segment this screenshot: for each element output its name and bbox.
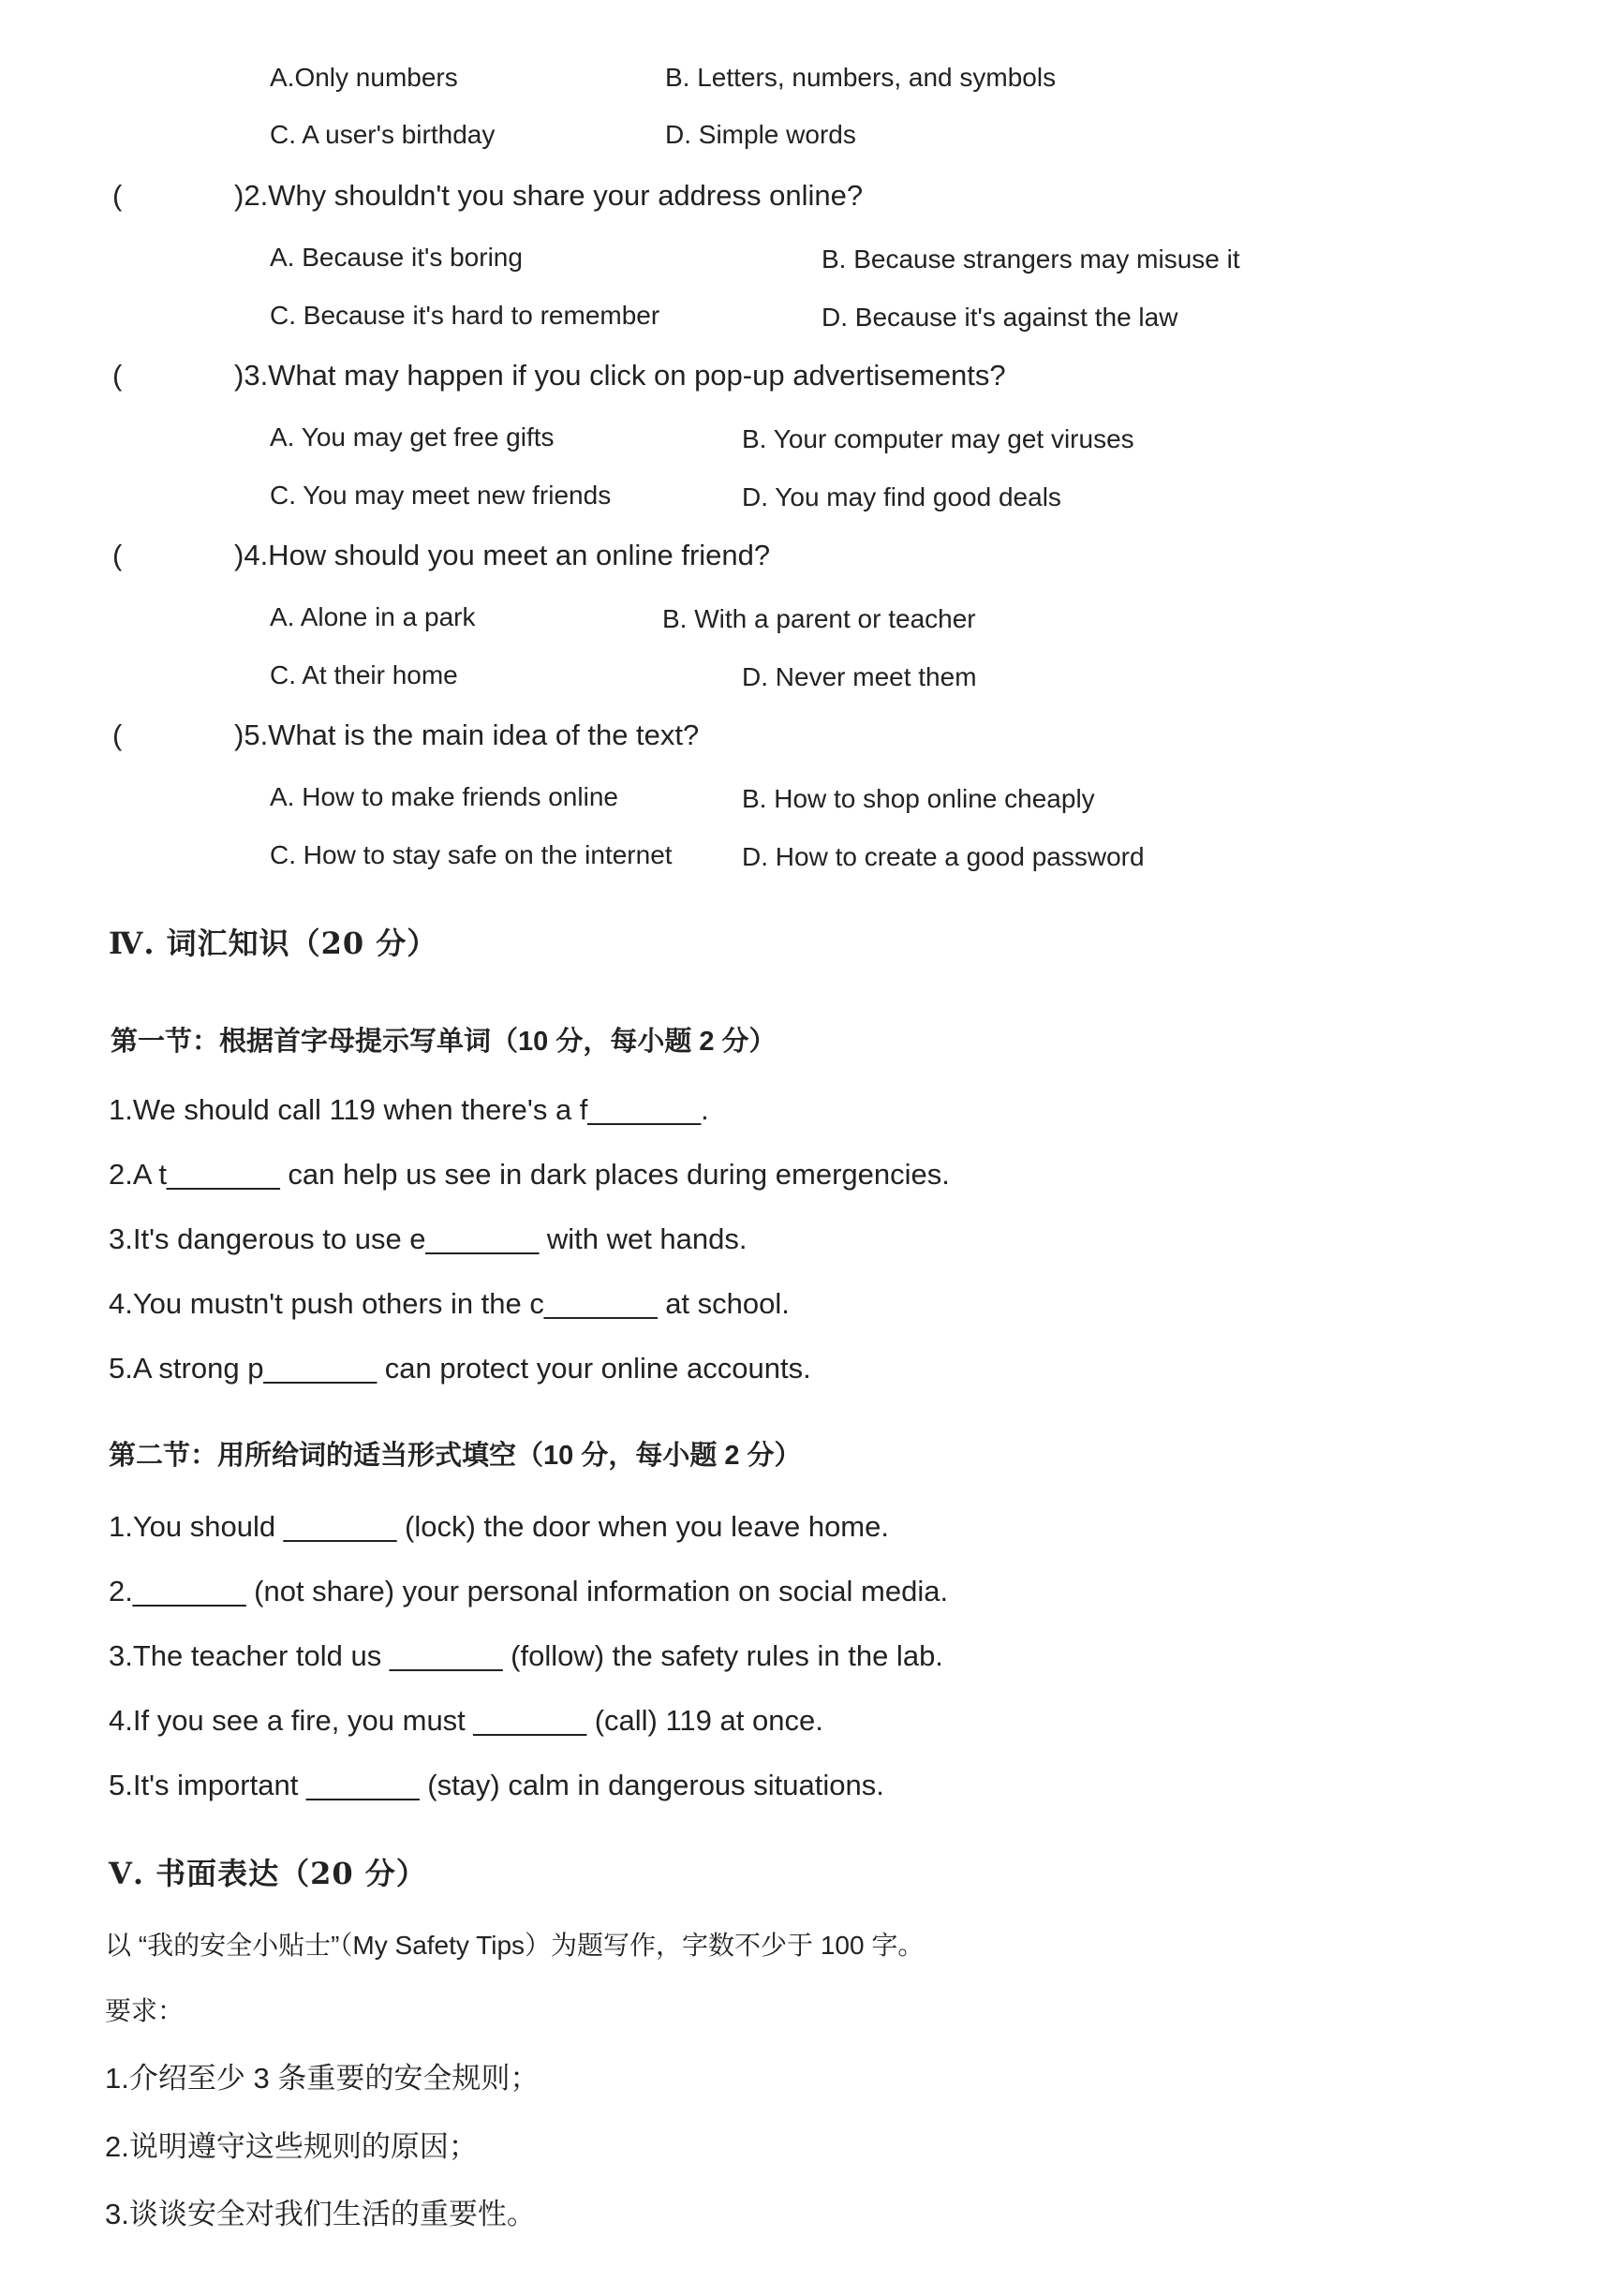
requirement-item: 3.谈谈安全对我们生活的重要性。: [105, 2198, 536, 2230]
section-heading-vocabulary: Ⅳ. 词汇知识（20 分）: [109, 926, 438, 961]
option-c: C. Because it's hard to remember: [270, 301, 660, 330]
option-d: D. You may find good deals: [742, 482, 1061, 511]
option-c: C. At their home: [270, 660, 458, 689]
part-heading-first-letter: 第一节：根据首字母提示写单词（10 分，每小题 2 分）: [111, 1027, 777, 1057]
question-stem: )3.What may happen if you click on pop-up advertisements?: [234, 359, 1006, 392]
section-heading-writing: Ⅴ. 书面表达（20 分）: [109, 1856, 427, 1891]
option-a: A. Alone in a park: [270, 602, 476, 631]
q1-option-b: B. Letters, numbers, and symbols: [665, 63, 1057, 92]
answer-bracket: (: [112, 539, 123, 571]
fill-item: 2.A t_______ can help us see in dark places during emergencies.: [109, 1158, 950, 1191]
option-a: A. You may get free gifts: [270, 422, 555, 452]
option-b: B. Because strangers may misuse it: [822, 244, 1240, 274]
question-stem: )4.How should you meet an online friend?: [234, 539, 771, 571]
requirement-item: 1.介绍至少 3 条重要的安全规则；: [105, 2062, 540, 2095]
option-a: A. How to make friends online: [270, 782, 618, 811]
fill-item: 5.A strong p_______ can protect your online accounts.: [109, 1352, 811, 1385]
requirements-label: 要求：: [105, 1996, 185, 2025]
fill-item: 2._______ (not share) your personal information on social media.: [109, 1575, 949, 1607]
fill-item: 5.It's important _______ (stay) calm in dangerous situations.: [109, 1769, 884, 1801]
q1-option-a: A.Only numbers: [270, 63, 458, 92]
fill-item: 4.You mustn't push others in the c_______ at school.: [109, 1287, 790, 1320]
fill-item: 3.It's dangerous to use e_______ with wet hands.: [109, 1222, 748, 1255]
question-stem: )5.What is the main idea of the text?: [234, 718, 700, 751]
fill-item: 1.You should _______ (lock) the door when you leave home.: [109, 1510, 889, 1543]
fill-item: 1.We should call 119 when there's a f_______.: [109, 1093, 709, 1126]
option-a: A. Because it's boring: [270, 243, 523, 272]
option-b: B. How to shop online cheaply: [742, 784, 1095, 813]
q1-option-c: C. A user's birthday: [270, 120, 496, 149]
option-d: D. How to create a good password: [742, 842, 1145, 871]
answer-bracket: (: [112, 718, 123, 751]
option-b: B. Your computer may get viruses: [742, 424, 1134, 453]
q1-option-d: D. Simple words: [665, 120, 856, 149]
part-heading-word-forms: 第二节：用所给词的适当形式填空（10 分，每小题 2 分）: [109, 1441, 802, 1471]
answer-bracket: (: [112, 359, 123, 392]
option-b: B. With a parent or teacher: [662, 604, 976, 633]
requirement-item: 2.说明遵守这些规则的原因；: [105, 2130, 478, 2163]
fill-item: 4.If you see a fire, you must _______ (call) 119 at once.: [109, 1704, 823, 1737]
option-c: C. You may meet new friends: [270, 481, 612, 510]
option-d: D. Never meet them: [742, 662, 977, 691]
answer-bracket: (: [112, 179, 123, 212]
option-d: D. Because it's against the law: [822, 303, 1178, 332]
writing-prompt: 以 “我的安全小贴士”（My Safety Tips）为题写作，字数不少于 100 字。: [105, 1931, 925, 1960]
option-c: C. How to stay safe on the internet: [270, 840, 673, 869]
question-stem: )2.Why shouldn't you share your address online?: [234, 179, 864, 212]
fill-item: 3.The teacher told us _______ (follow) the safety rules in the lab.: [109, 1639, 943, 1672]
